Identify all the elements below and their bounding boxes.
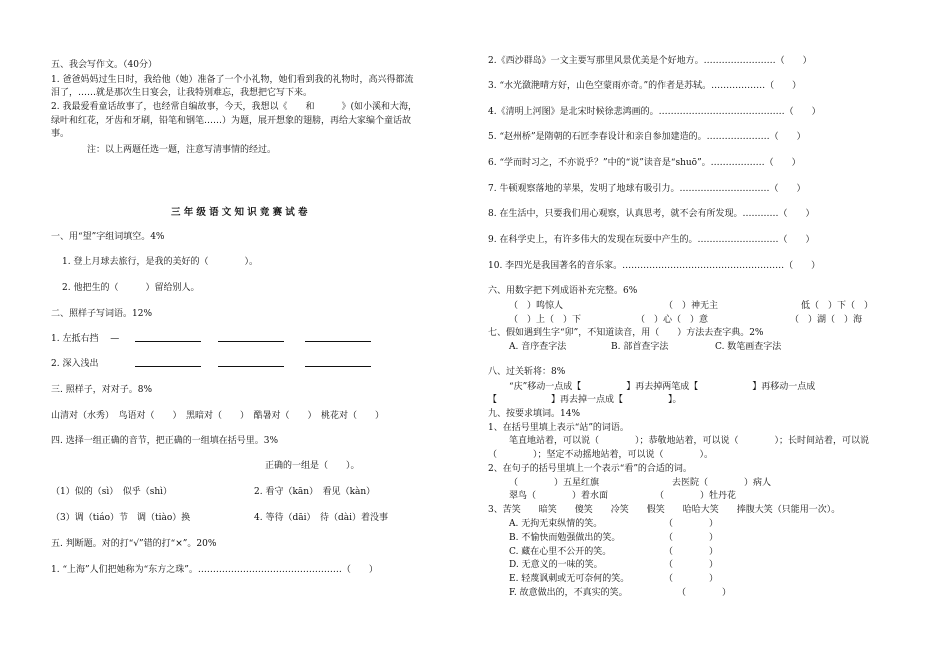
judge-item-5: 5. “赵州桥”是隋朝的石匠李春设计和亲自参加建造的。…………………（ ） [488, 132, 806, 142]
q9-section-2-a: （ ）五星红旗 [509, 478, 600, 488]
q9-section-2-c: 翠鸟（ ）着水面 [509, 491, 609, 501]
answer-paren: （ ） [664, 574, 719, 584]
q1-item-2: 2. 他把生的（ ）留给别人。 [62, 283, 200, 293]
q9-section-2-d: （ ）牡丹花 [655, 491, 737, 501]
writing-prompt-2-line-3: 事。 [51, 129, 70, 139]
q9-option-f: F. 故意做出的，不真实的笑。 [509, 588, 628, 598]
q2-heading: 二、照样子写词语。12% [51, 309, 153, 319]
q4-option-3: （3）调（tiáo）节 调（tiào）换 [51, 513, 191, 523]
q8-heading: 八、过关斩将：8% [488, 367, 566, 377]
q9-section-1-line-1: 笔直地站着，可以说（ ）；恭敬地站着，可以说（ ）；长时间站着，可以说 [509, 436, 870, 446]
q9-section-2-b: 去医院（ ）病人 [672, 478, 772, 488]
q8-line-1: “庆”移动一点成【 】再去掉两笔成【 】再移动一点成 [509, 382, 816, 392]
q9-option-a: A. 无拘无束纵情的笑。 [509, 519, 603, 529]
q4-correct-group: 正确的一组是（ ）。 [265, 461, 360, 471]
q9-section-2: 2、在句子的括号里填上一个表示“看”的合适的词。 [488, 464, 692, 474]
answer-line [218, 366, 284, 367]
answer-line [135, 341, 201, 342]
q6-idiom-6: （ ）湖（ ）海 [790, 315, 863, 325]
answer-line [305, 366, 371, 367]
judge-item-6: 6. “学而时习之，不亦说乎？”中的“说”读音是“shuō”。………………（ ） [488, 158, 801, 168]
q4-option-4: 4. 等待（dāi） 待（dài）着没事 [254, 513, 388, 523]
q5-heading: 五. 判断题。对的打“√”错的打“×”。20% [51, 539, 217, 549]
q8-line-2: 【 】再去掉一点成【 】。 [488, 395, 682, 405]
q4-option-2: 2. 看守（kān） 看见（kàn） [254, 487, 376, 497]
judge-item-4: 4.《清明上河图》是北宋时候徐悲鸿画的。……………………………………（ ） [488, 107, 821, 117]
writing-note: 注：以上两题任选一题，注意写清事情的经过。 [87, 145, 277, 155]
q6-heading: 六、用数字把下列成语补充完整。6% [488, 286, 638, 296]
q6-idiom-1: （ ）鸣惊人 [509, 301, 564, 311]
q4-heading: 四. 选择一组正确的音节，把正确的一组填在括号里。3% [51, 436, 279, 446]
answer-line [135, 366, 201, 367]
q2-item-1: 1. 左抵右挡 — [51, 334, 120, 344]
q7-option-a: A. 音序查字法 [509, 342, 567, 352]
q6-idiom-2: （ ）神无主 [664, 301, 719, 311]
answer-line [305, 341, 371, 342]
answer-paren: （ ） [664, 547, 719, 557]
writing-prompt-1-line-2: 泪了，……就是那次生日宴会，让我特别难忘，我想把它写下来。 [51, 88, 313, 98]
q9-section-3: 3、苦笑 暗笑 傻笑 冷笑 假笑 哈哈大笑 捧腹大笑（只能用一次）。 [488, 505, 841, 515]
writing-prompt-2-line-1: 2. 我最爱看童话故事了，也经常自编故事，今天，我想以《 和 》(如小溪和大海， [51, 102, 417, 112]
answer-paren: （ ） [664, 519, 719, 529]
q1-item-1: 1. 登上月球去旅行，是我的美好的（ ）。 [62, 257, 258, 267]
q6-idiom-5: （ ）心（ ）意 [636, 315, 709, 325]
judge-item-3: 3. “水光潋滟晴方好，山色空蒙雨亦奇。”的作者是苏轼。………………（ ） [488, 81, 802, 91]
judge-item-7: 7. 牛顿观察落地的苹果，发明了地球有吸引力。…………………………（ ） [488, 184, 806, 194]
q6-idiom-3: 低（ ）下（ ） [801, 301, 874, 311]
writing-heading: 五、我会写作文。（40分） [51, 60, 157, 70]
q9-section-1-line-2: （ ）；坚定不动摇地站着，可以说（ ）。 [488, 450, 714, 460]
q9-option-d: D. 无意义的一味的笑。 [509, 560, 603, 570]
q3-pairs: 山清对（水秀） 鸟语对（ ） 黑暗对（ ） 酷暑对（ ） 桃花对（ ） [51, 411, 385, 421]
answer-paren: （ ） [664, 560, 719, 570]
answer-paren: （ ） [677, 588, 732, 598]
writing-prompt-1-line-1: 1. 爸爸妈妈过生日时，我给他（她）准备了一个小礼物，她们看到我的礼物时，高兴得都流 [51, 75, 414, 85]
q6-idiom-4: （ ）上（ ）下 [509, 315, 582, 325]
q9-option-b: B. 不愉快而勉强做出的笑。 [509, 533, 621, 543]
q7-option-b: B. 部首查字法 [611, 342, 669, 352]
judge-item-9: 9. 在科学史上，有许多伟大的发现在玩耍中产生的。………………………（ ） [488, 235, 815, 245]
q3-heading: 三. 照样子，对对子。8% [51, 385, 153, 395]
exam-title: 三年级语文知识竞赛试卷 [171, 207, 311, 218]
q9-option-c: C. 藏在心里不公开的笑。 [509, 547, 612, 557]
q9-option-e: E. 轻蔑讽刺或无可奈何的笑。 [509, 574, 630, 584]
q2-item-2: 2. 深入浅出 [51, 359, 99, 369]
answer-paren: （ ） [664, 533, 719, 543]
q7-option-c: C. 数笔画查字法 [715, 342, 782, 352]
q4-option-1: （1）似的（sì） 似乎（shì） [51, 487, 173, 497]
q9-section-1: 1、在括号里填上表示“站”的词语。 [488, 423, 629, 433]
writing-prompt-2-line-2: 绿叶和红花，牙齿和牙刷，铅笔和钢笔……）为题，展开想象的翅膀，再给大家编个童话故 [51, 116, 412, 126]
q7-heading: 七、假如遇到生字“卯”，不知道读音，用（ ）方法去查字典。2% [488, 328, 764, 338]
judge-item-10: 10. 李四光是我国著名的音乐家。………………………………………………（ ） [488, 261, 821, 271]
q5-item-1: 1. “上海”人们把她称为“东方之珠”。…………………………………………（ ） [51, 565, 378, 575]
judge-item-8: 8. 在生活中，只要我们用心观察，认真思考，就不会有所发现。…………（ ） [488, 209, 815, 219]
q1-heading: 一、用“望”字组词填空。4% [51, 232, 165, 242]
judge-item-2: 2.《西沙群岛》一文主要写那里风景优美是个好地方。……………………（ ） [488, 56, 812, 66]
q9-heading: 九、按要求填词。14% [488, 409, 581, 419]
answer-line [218, 341, 284, 342]
